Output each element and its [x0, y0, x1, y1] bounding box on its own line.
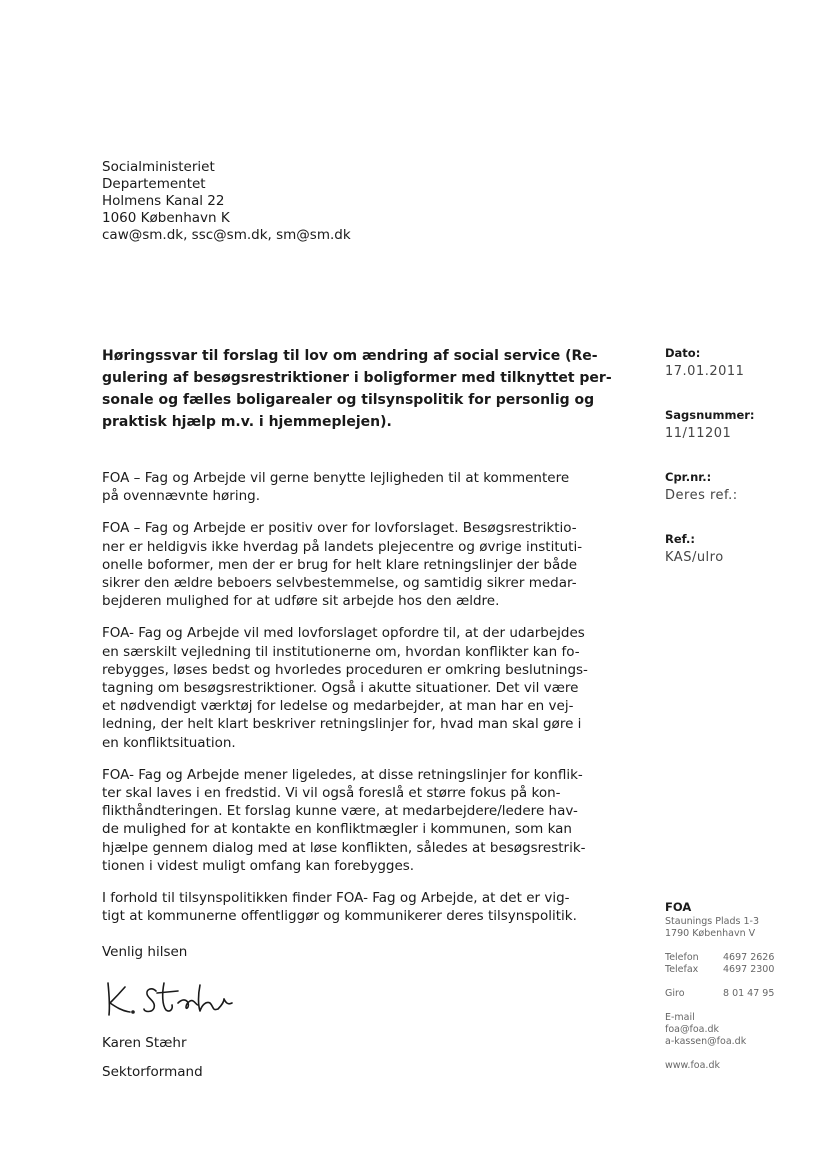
body-line: FOA- Fag og Arbejde mener ligeledes, at disse retningslinjer for konflik-: [102, 766, 583, 783]
body-line: hjælpe gennem dialog med at løse konflikten, således at besøgsrestrik-: [102, 839, 586, 856]
phone-row: [665, 952, 815, 964]
body-line: bejderen mulighed for at udføre sit arbejde hos den ældre.: [102, 593, 500, 610]
body-line: tigt at kommunerne offentliggør og kommunikerer deres tilsynspolitik.: [102, 908, 577, 925]
ref-block: [665, 532, 815, 594]
body-line: en konfliktsituation.: [102, 734, 236, 751]
ref-label: Ref.:: [665, 532, 695, 546]
sender-contact: [665, 901, 815, 1072]
paragraph-conflict: [102, 766, 614, 875]
letter-body: [102, 469, 614, 939]
body-line: på ovennævnte høring.: [102, 488, 261, 505]
body-line: I forhold til tilsynspolitikken finder FOA- Fag og Arbejde, at det er vig-: [102, 890, 570, 907]
email-link[interactable]: foa@foa.dk: [665, 1024, 720, 1035]
recipient-line: Socialministeriet: [102, 159, 215, 175]
subject-line: praktisk hjælp m.v. i hjemmeplejen).: [102, 414, 392, 430]
paragraph-positive: [102, 519, 614, 610]
subject-line: sonale og fælles boligarealer og tilsynspolitik for personlig og: [102, 392, 595, 408]
recipient-line: 1060 København K: [102, 210, 230, 226]
recipient-line: Departementet: [102, 176, 206, 192]
fax-row: [665, 964, 815, 976]
recipient-emails: caw@sm.dk, ssc@sm.dk, sm@sm.dk: [102, 227, 351, 243]
body-line: FOA- Fag og Arbejde vil med lovforslaget opfordre til, at der udarbejdes: [102, 625, 585, 642]
fax-label: Telefax: [665, 964, 699, 975]
date-label: Dato:: [665, 346, 701, 360]
body-line: FOA – Fag og Arbejde er positiv over for lovforslaget. Besøgsrestriktio-: [102, 520, 577, 537]
giro-row: [665, 988, 815, 1000]
body-line: flikthåndteringen. Et forslag kunne være, at medarbejdere/ledere hav-: [102, 803, 578, 820]
phone-value: 4697 2626: [723, 952, 775, 963]
body-line: tionen i videst muligt omfang kan forebygges.: [102, 857, 415, 874]
handwritten-signature: [100, 975, 250, 1025]
cpr-block: [665, 470, 815, 532]
giro-label: Giro: [665, 988, 685, 999]
letter-metadata: [665, 346, 815, 594]
signer-name: Karen Stæhr: [102, 1035, 187, 1051]
subject-line: Høringssvar til forslag til lov om ændring af social service (Re-: [102, 348, 598, 364]
case-number-value: 11/11201: [665, 426, 732, 441]
paragraph-guidance: [102, 624, 614, 751]
body-line: rebygges, løses bedst og hvorledes proceduren er omkring beslutnings-: [102, 661, 588, 678]
paragraph-intro: [102, 469, 614, 505]
email-label: E-mail: [665, 1012, 695, 1023]
body-line: de mulighed for at kontakte en konfliktmægler i kommunen, som kan: [102, 821, 572, 838]
recipient-line: Holmens Kanal 22: [102, 193, 225, 209]
body-line: FOA – Fag og Arbejde vil gerne benytte lejligheden til at kommentere: [102, 470, 570, 486]
body-line: et nødvendigt værktøj for ledelse og medarbejder, at man har en vej-: [102, 698, 574, 715]
signer-title: Sektorformand: [102, 1064, 203, 1080]
closing-greeting: Venlig hilsen: [102, 944, 188, 960]
ref-value: KAS/ulro: [665, 550, 724, 565]
body-line: onelle boformer, men der er brug for helt klare retningslinjer der både: [102, 556, 578, 573]
date-block: [665, 346, 815, 408]
body-line: ter skal laves i en fredstid. Vi vil også foreslå et større fokus på kon-: [102, 785, 561, 802]
body-line: en særskilt vejledning til institutionerne om, hvordan konflikter kan fo-: [102, 643, 580, 660]
sender-city: 1790 København V: [665, 928, 756, 939]
email-link[interactable]: a-kassen@foa.dk: [665, 1036, 747, 1047]
phone-label: Telefon: [665, 952, 699, 963]
subject-line: gulering af besøgsrestriktioner i boligformer med tilknyttet per-: [102, 370, 612, 386]
your-ref-value: Deres ref.:: [665, 488, 738, 503]
paragraph-supervision: [102, 889, 614, 925]
recipient-address: [102, 159, 351, 244]
case-number-label: Sagsnummer:: [665, 408, 755, 422]
date-value: 17.01.2011: [665, 364, 745, 379]
case-block: [665, 408, 815, 470]
sender-org: FOA: [665, 900, 692, 914]
website-link[interactable]: www.foa.dk: [665, 1060, 720, 1071]
sender-street: Staunings Plads 1-3: [665, 916, 759, 927]
fax-value: 4697 2300: [723, 964, 775, 975]
body-line: tagning om besøgsrestriktioner. Også i akutte situationer. Det vil være: [102, 680, 579, 697]
subject-heading: [102, 345, 612, 433]
giro-value: 8 01 47 95: [723, 988, 775, 999]
body-line: ner er heldigvis ikke hverdag på landets plejecentre og øvrige instituti-: [102, 538, 583, 555]
body-line: sikrer den ældre beboers selvbestemmelse, og samtidig sikrer medar-: [102, 575, 577, 592]
body-line: ledning, der helt klart beskriver retningslinjer for, hvad man skal gøre i: [102, 716, 582, 733]
cpr-label: Cpr.nr.:: [665, 470, 712, 484]
